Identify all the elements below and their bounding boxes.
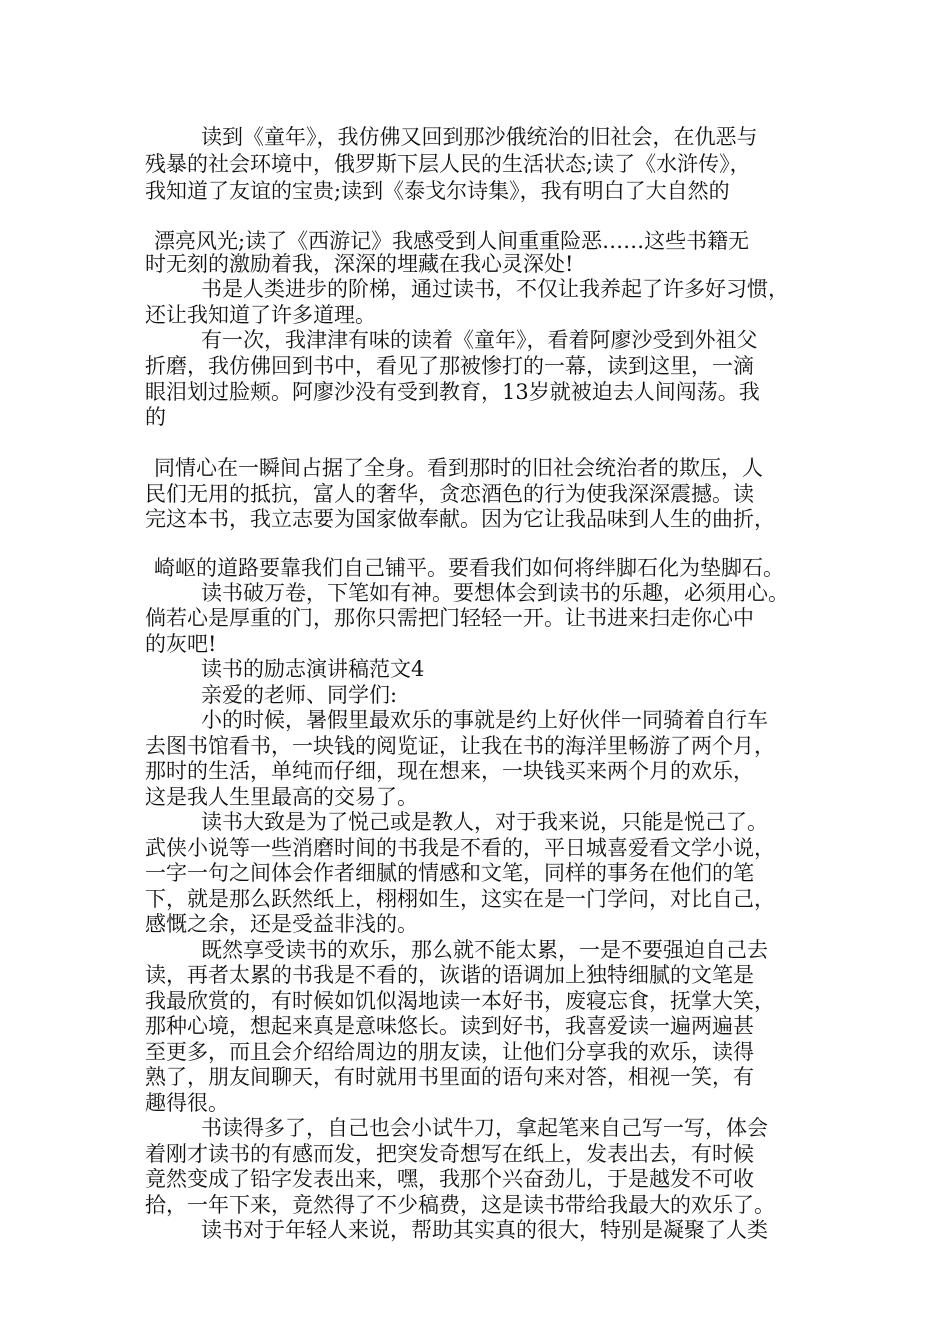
paragraph-line: 民们无用的抵抗，富人的奢华，贪恋酒色的行为使我深深震撼。读 xyxy=(145,482,754,506)
paragraph-line: 武侠小说等一些消磨时间的书我是不看的，平日城喜爱看文学小说， xyxy=(145,836,775,860)
paragraph-line: 完这本书，我立志要为国家做奉献。因为它让我品味到人生的曲折， xyxy=(145,507,775,531)
paragraph-line: 着刚才读书的有感而发，把突发奇想写在纸上，发表出去，有时候 xyxy=(145,1142,754,1166)
paragraph-line: 折磨，我仿佛回到书中，看见了那被惨打的一幕，读到这里，一滴 xyxy=(145,354,754,378)
paragraph-line: 小的时候，暑假里最欢乐的事就是约上好伙伴一同骑着自行车 xyxy=(201,708,768,732)
paragraph-line: 时无刻的激励着我，深深的埋藏在我心灵深处! xyxy=(145,252,574,276)
paragraph-line: 书读得多了，自己也会小试牛刀，拿起笔来自己写一写，体会 xyxy=(201,1116,768,1140)
paragraph-line: 书是人类进步的阶梯，通过读书，不仅让我养起了许多好习惯， xyxy=(201,277,789,301)
paragraph-line: 去图书馆看书，一块钱的阅览证，让我在书的海洋里畅游了两个月， xyxy=(145,734,775,758)
paragraph-line: 残暴的社会环境中，俄罗斯下层人民的生活状态;读了《水浒传》， xyxy=(145,152,751,176)
paragraph-line: 我知道了友谊的宝贵;读到《泰戈尔诗集》，我有明白了大自然的 xyxy=(145,179,730,203)
salutation: 亲爱的老师、同学们: xyxy=(201,683,398,707)
paragraph-line: 读书对于年轻人来说，帮助其实真的很大，特别是凝聚了人类 xyxy=(201,1218,768,1242)
paragraph-line: 趣得很。 xyxy=(145,1091,229,1115)
paragraph-line: 拾，一年下来，竟然得了不少稿费，这是读书带给我最大的欢乐了。 xyxy=(145,1193,775,1217)
paragraph-line: 读书大致是为了悦己或是教人，对于我来说，只能是悦己了。 xyxy=(201,810,768,834)
section-heading: 读书的励志演讲稿范文4 xyxy=(201,657,425,681)
paragraph-line: 熟了，朋友间聊天，有时就用书里面的语句来对答，相视一笑，有 xyxy=(145,1065,754,1089)
paragraph-line: 至更多，而且会介绍给周边的朋友读，让他们分享我的欢乐，读得 xyxy=(145,1040,754,1064)
paragraph-line: 同情心在一瞬间占据了全身。看到那时的旧社会统治者的欺压，人 xyxy=(154,456,763,480)
paragraph-line: 的 xyxy=(145,405,166,429)
paragraph-line: 的灰吧! xyxy=(145,632,217,656)
paragraph-line: 眼泪划过脸颊。阿廖沙没有受到教育，13岁就被迫去人间闯荡。我 xyxy=(145,380,760,404)
paragraph-line: 那种心境，想起来真是意味悠长。读到好书，我喜爱读一遍两遍甚 xyxy=(145,1014,754,1038)
paragraph-line: 那时的生活，单纯而仔细，现在想来，一块钱买来两个月的欢乐， xyxy=(145,759,754,783)
paragraph-line: 我最欣赏的，有时候如饥似渴地读一本好书，废寝忘食，抚掌大笑， xyxy=(145,989,775,1013)
paragraph-line: 一字一句之间体会作者细腻的情感和文笔，同样的事务在他们的笔 xyxy=(145,861,754,885)
paragraph-line: 还让我知道了许多道理。 xyxy=(145,303,376,327)
paragraph-line: 漂亮风光;读了《西游记》我感受到人间重重险恶……这些书籍无 xyxy=(154,229,750,253)
paragraph-line: 读书破万卷，下笔如有神。要想体会到读书的乐趣，必须用心。 xyxy=(201,581,789,605)
paragraph-line: 感慨之余，还是受益非浅的。 xyxy=(145,912,418,936)
paragraph-line: 这是我人生里最高的交易了。 xyxy=(145,785,418,809)
paragraph-line: 既然享受读书的欢乐，那么就不能太累，一是不要强迫自己去 xyxy=(201,938,768,962)
paragraph-line: 竟然变成了铅字发表出来，嘿，我那个兴奋劲儿，于是越发不可收 xyxy=(145,1167,754,1191)
paragraph-line: 有一次，我津津有味的读着《童年》，看着阿廖沙受到外祖父 xyxy=(201,328,758,352)
paragraph-line: 读到《童年》，我仿佛又回到那沙俄统治的旧社会，在仇恶与 xyxy=(201,125,758,149)
paragraph-line: 崎岖的道路要靠我们自己铺平。要看我们如何将绊脚石化为垫脚石。 xyxy=(154,556,784,580)
paragraph-line: 下，就是那么跃然纸上，栩栩如生，这实在是一门学问，对比自己， xyxy=(145,887,775,911)
paragraph-line: 倘若心是厚重的门，那你只需把门轻轻一开。让书进来扫走你心中 xyxy=(145,606,754,630)
paragraph-line: 读，再者太累的书我是不看的，诙谐的语调加上独特细腻的文笔是 xyxy=(145,963,754,987)
